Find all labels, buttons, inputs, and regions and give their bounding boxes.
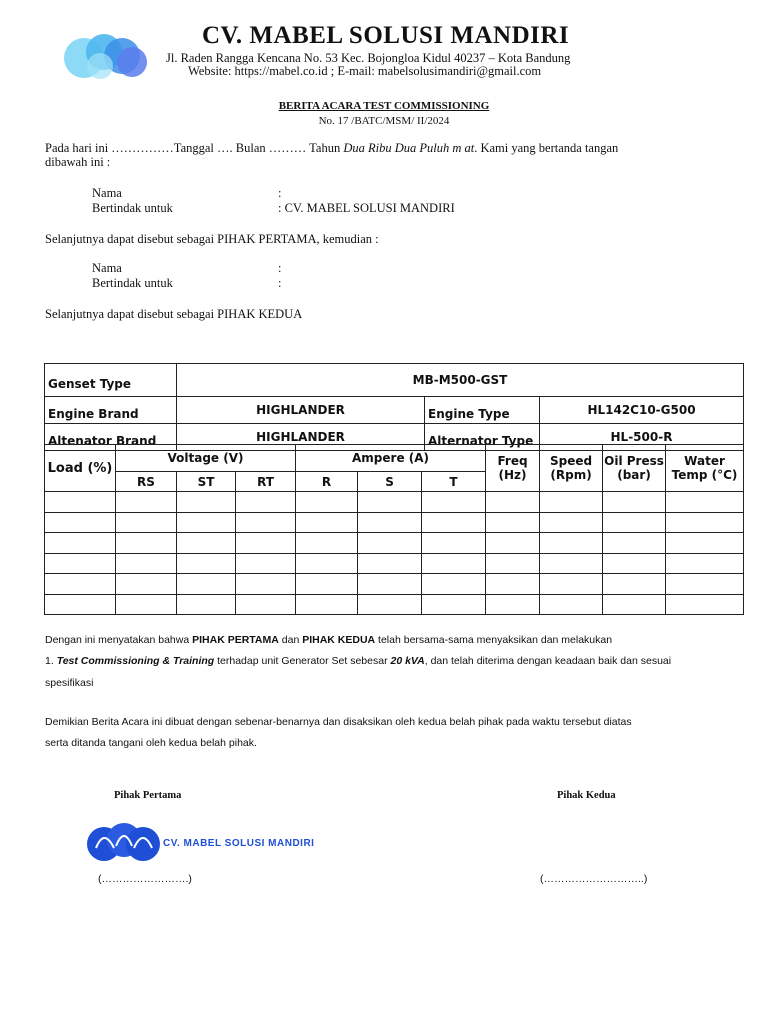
table-cell — [177, 574, 236, 595]
table-cell — [358, 594, 422, 615]
table-row — [45, 574, 744, 595]
voltage-rs-header: RS — [116, 472, 177, 492]
table-row — [45, 594, 744, 615]
table-cell — [296, 553, 358, 574]
table-cell — [540, 512, 603, 533]
table-cell — [486, 533, 540, 554]
closing-line-2: serta ditanda tangani oleh kedua belah pihak. — [45, 737, 257, 749]
table-cell — [116, 492, 177, 513]
engine-brand-value: HIGHLANDER — [177, 397, 425, 424]
engine-type-value: HL142C10-G500 — [540, 397, 744, 424]
statement-line-2: 1. Test Commissioning & Training terhadap unit Generator Set sebesar 20 kVA, dan telah diterima dengan keadaan baik dan sesuai — [45, 655, 672, 667]
party1-signature-line: (…………………….) — [98, 873, 192, 885]
table-cell — [236, 574, 296, 595]
speed-header: Speed (Rpm) — [540, 445, 603, 492]
company-name: CV. MABEL SOLUSI MANDIRI — [202, 22, 570, 49]
party1-signature-label: Pihak Pertama — [114, 790, 182, 801]
table-cell — [236, 533, 296, 554]
table-header-row — [45, 445, 744, 472]
table-cell — [666, 553, 744, 574]
table-cell — [358, 533, 422, 554]
table-cell — [296, 533, 358, 554]
table-cell — [486, 594, 540, 615]
table-cell — [45, 553, 116, 574]
table-cell — [666, 512, 744, 533]
table-cell — [296, 512, 358, 533]
genset-type-row — [45, 364, 744, 397]
party1-name-label: Nama — [92, 186, 122, 200]
party1-role-label: Bertindak untuk — [92, 201, 173, 215]
table-cell — [116, 574, 177, 595]
party2-role-value: : — [278, 276, 282, 290]
table-cell — [177, 512, 236, 533]
ampere-t-header: T — [422, 472, 486, 492]
table-row — [45, 553, 744, 574]
table-cell — [603, 492, 666, 513]
table-cell — [540, 492, 603, 513]
table-cell — [116, 594, 177, 615]
table-cell — [422, 512, 486, 533]
closing-line-1: Demikian Berita Acara ini dibuat dengan sebenar-benarnya dan disaksikan oleh kedua belah pihak pada waktu tersebut diatas — [45, 716, 632, 728]
ampere-s-header: S — [358, 472, 422, 492]
table-cell — [603, 553, 666, 574]
alternator-type-label: Alternator Type — [425, 424, 540, 451]
freq-header: Freq (Hz) — [486, 445, 540, 492]
table-cell — [486, 553, 540, 574]
water-temp-header: Water Temp (°C) — [666, 445, 744, 492]
table-cell — [116, 533, 177, 554]
load-header: Load (%) — [45, 445, 116, 492]
altenator-brand-value: HIGHLANDER — [177, 424, 425, 451]
table-cell — [236, 492, 296, 513]
party2-name-value: : — [278, 261, 282, 275]
table-cell — [358, 574, 422, 595]
genset-type-label: Genset Type — [45, 364, 177, 397]
table-cell — [666, 492, 744, 513]
intro-line-2: dibawah ini : — [45, 155, 111, 169]
table-cell — [45, 512, 116, 533]
table-cell — [422, 574, 486, 595]
table-cell — [116, 512, 177, 533]
party2-signature-line: (………………………..) — [540, 873, 648, 885]
table-cell — [422, 533, 486, 554]
party2-role-label: Bertindak untuk — [92, 276, 173, 290]
table-cell — [603, 574, 666, 595]
table-cell — [422, 594, 486, 615]
voltage-st-header: ST — [177, 472, 236, 492]
party2-signature-label: Pihak Kedua — [557, 790, 616, 801]
table-cell — [358, 512, 422, 533]
table-cell — [45, 492, 116, 513]
table-cell — [540, 594, 603, 615]
table-row — [45, 492, 744, 513]
company-stamp-text: CV. MABEL SOLUSI MANDIRI — [163, 838, 315, 849]
document-number: No. 17 /BATC/MSM/ II/2024 — [318, 115, 450, 127]
table-cell — [296, 492, 358, 513]
voltage-rt-header: RT — [236, 472, 296, 492]
table-cell — [540, 553, 603, 574]
statement-line-1: Dengan ini menyatakan bahwa PIHAK PERTAMA dan PIHAK KEDUA telah bersama-sama menyaksikan dan melakukan — [45, 634, 613, 646]
party1-name-value: : — [278, 186, 282, 200]
company-address: Jl. Raden Rangga Kencana No. 53 Kec. Bojongloa Kidul 40237 – Kota Bandung — [166, 51, 571, 65]
ampere-r-header: R — [296, 472, 358, 492]
table-cell — [486, 574, 540, 595]
statement-line-3: spesifikasi — [45, 677, 94, 689]
oil-press-header: Oil Press (bar) — [603, 445, 666, 492]
table-cell — [603, 594, 666, 615]
table-cell — [236, 553, 296, 574]
party1-caption: Selanjutnya dapat disebut sebagai PIHAK PERTAMA, kemudian : — [45, 232, 379, 246]
party2-caption: Selanjutnya dapat disebut sebagai PIHAK KEDUA — [45, 307, 303, 321]
table-cell — [236, 594, 296, 615]
table-cell — [177, 492, 236, 513]
engine-brand-label: Engine Brand — [45, 397, 177, 424]
document-title: BERITA ACARA TEST COMMISSIONING — [278, 100, 490, 112]
table-cell — [177, 594, 236, 615]
table-cell — [540, 533, 603, 554]
voltage-header: Voltage (V) — [116, 445, 296, 472]
test-data-table — [44, 444, 744, 615]
table-cell — [422, 553, 486, 574]
table-cell — [45, 533, 116, 554]
table-cell — [116, 553, 177, 574]
table-cell — [603, 512, 666, 533]
alternator-type-value: HL-500-R — [540, 424, 744, 451]
engine-type-label: Engine Type — [425, 397, 540, 424]
table-cell — [422, 492, 486, 513]
table-cell — [296, 594, 358, 615]
table-cell — [358, 553, 422, 574]
table-cell — [177, 553, 236, 574]
table-cell — [666, 574, 744, 595]
table-row — [45, 533, 744, 554]
table-cell — [296, 574, 358, 595]
table-cell — [236, 512, 296, 533]
party2-name-label: Nama — [92, 261, 122, 275]
table-cell — [45, 574, 116, 595]
table-row — [45, 512, 744, 533]
table-cell — [666, 533, 744, 554]
intro-line-1: Pada hari ini ……………Tanggal …. Bulan ……… Tahun Dua Ribu Dua Puluh m at. Kami yang bertanda tangan — [45, 141, 619, 155]
company-stamp-logo-icon — [86, 820, 162, 864]
table-cell — [486, 512, 540, 533]
engine-row — [45, 397, 744, 424]
genset-spec-table — [44, 363, 744, 451]
table-cell — [358, 492, 422, 513]
table-cell — [666, 594, 744, 615]
table-cell — [486, 492, 540, 513]
table-cell — [540, 574, 603, 595]
cloud-logo-icon — [62, 32, 152, 80]
ampere-header: Ampere (A) — [296, 445, 486, 472]
table-cell — [177, 533, 236, 554]
genset-type-value: MB-M500-GST — [177, 364, 744, 397]
altenator-brand-label: Altenator Brand — [45, 424, 177, 451]
table-cell — [603, 533, 666, 554]
table-cell — [45, 594, 116, 615]
test-data-rows — [45, 492, 744, 615]
party1-role-value: : CV. MABEL SOLUSI MANDIRI — [278, 201, 455, 215]
company-website: Website: https://mabel.co.id ; E-mail: mabelsolusimandiri@gmail.com — [188, 64, 542, 78]
